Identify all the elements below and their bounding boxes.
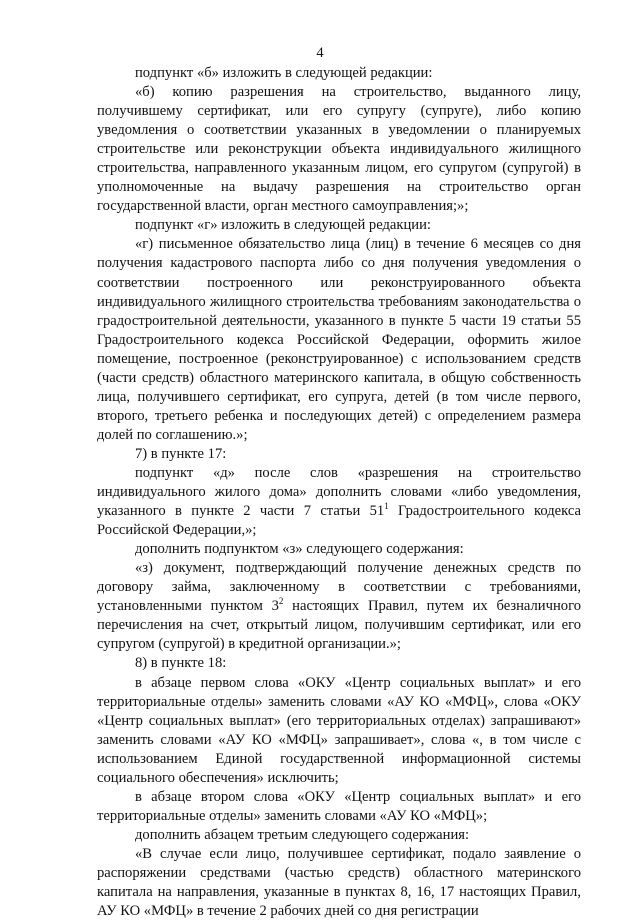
paragraph-item-8: 8) в пункте 18:: [135, 655, 227, 672]
paragraph-z-intro: дополнить подпунктом «з» следующего содержания:: [135, 541, 464, 558]
paragraph-g-intro: подпункт «г» изложить в следующей редакции:: [135, 217, 431, 234]
page-number: 4: [316, 45, 324, 61]
paragraph-item-7: 7) в пункте 17:: [135, 445, 227, 462]
paragraph-d-amendment: [97, 464, 581, 540]
paragraph-z-text: [97, 559, 581, 654]
paragraph-z-text-after: настоящих Правил, путем их безналичного перечисления на счет, открытый лицом, получившим сертификат, или его супругом (супругой) в кредитной организации.»;: [97, 598, 581, 653]
paragraph-third-abzac-text: «В случае если лицо, получившее сертификат, подало заявление о распоряжении средствами (частью средств) областного материнского капитала на направления, указанные в пунктах 8, 16, 17 настоящих Правил, АУ КО «МФЦ» в течение 2 рабочих дней со дня регистрации: [97, 845, 581, 920]
paragraph-first-abzac: в абзаце первом слова «ОКУ «Центр социальных выплат» и его территориальные отделы» заменить словами «АУ КО «МФЦ», слова «ОКУ «Центр социальных выплат» (его территориальных отделах) запрашивают» заменить словами «АУ КО «МФЦ» запрашивает», слова «, в том числе с использованием Единой государственной информационной системы социального обеспечения» исключить;: [97, 674, 581, 786]
document-body: [97, 64, 581, 921]
paragraph-g-text: «г) письменное обязательство лица (лиц) в течение 6 месяцев со дня получения кадастрового паспорта либо со дня получения уведомления о соответствии построенного или реконструированного объекта индивидуального жилищного строительства требованиям законодательства о градостроительной деятельности, указанного в пункте 5 части 19 статьи 55 Градостроительного кодекса Российской Федерации, оформить жилое помещение, построенное (реконструированное) с использованием средств (части средств) областного материнского капитала, в общую собственность лица, получившего сертификат, его супруга, детей (в том числе первого, второго, третьего ребенка и последующих детей) с определением размера долей по соглашению.»;: [97, 236, 581, 443]
superscript-1: 1: [384, 501, 389, 512]
paragraph-b-text: «б) копию разрешения на строительство, выданного лицу, получившему сертификат, или его супругу (супруге), либо копию уведомления о соответствии указанных в уведомлении о планируемых строительстве или реконструкции объекта индивидуального жилищного строительства, направленного указанным лицом, его супругом (супругой) в уполномоченные на выдачу разрешения на строительство орган государственной власти, орган местного самоуправления;»;: [97, 84, 581, 215]
superscript-2: 2: [278, 596, 284, 607]
paragraph-third-abzac-intro: дополнить абзацем третьим следующего содержания:: [135, 826, 470, 843]
paragraph-z-text-before: «з) документ, подтверждающий получение денежных средств по договору займа, заключенному в соответствии с требованиями, установленными пунктом 3: [97, 560, 581, 615]
paragraph-second-abzac: в абзаце втором слова «ОКУ «Центр социальных выплат» и его территориальные отделы» заменить словами «АУ КО «МФЦ»;: [97, 788, 581, 824]
paragraph-d-text-before: подпункт «д» после слов «разрешения на строительство индивидуального жилого дома» дополнить словами «либо уведомления, указанного в пункте 2 части 7 статьи 51: [97, 464, 581, 520]
paragraph-b-intro: подпункт «б» изложить в следующей редакции:: [135, 65, 433, 81]
paragraph-d-text-after: Градостроительного кодекса Российской Федерации,»;: [97, 503, 581, 539]
